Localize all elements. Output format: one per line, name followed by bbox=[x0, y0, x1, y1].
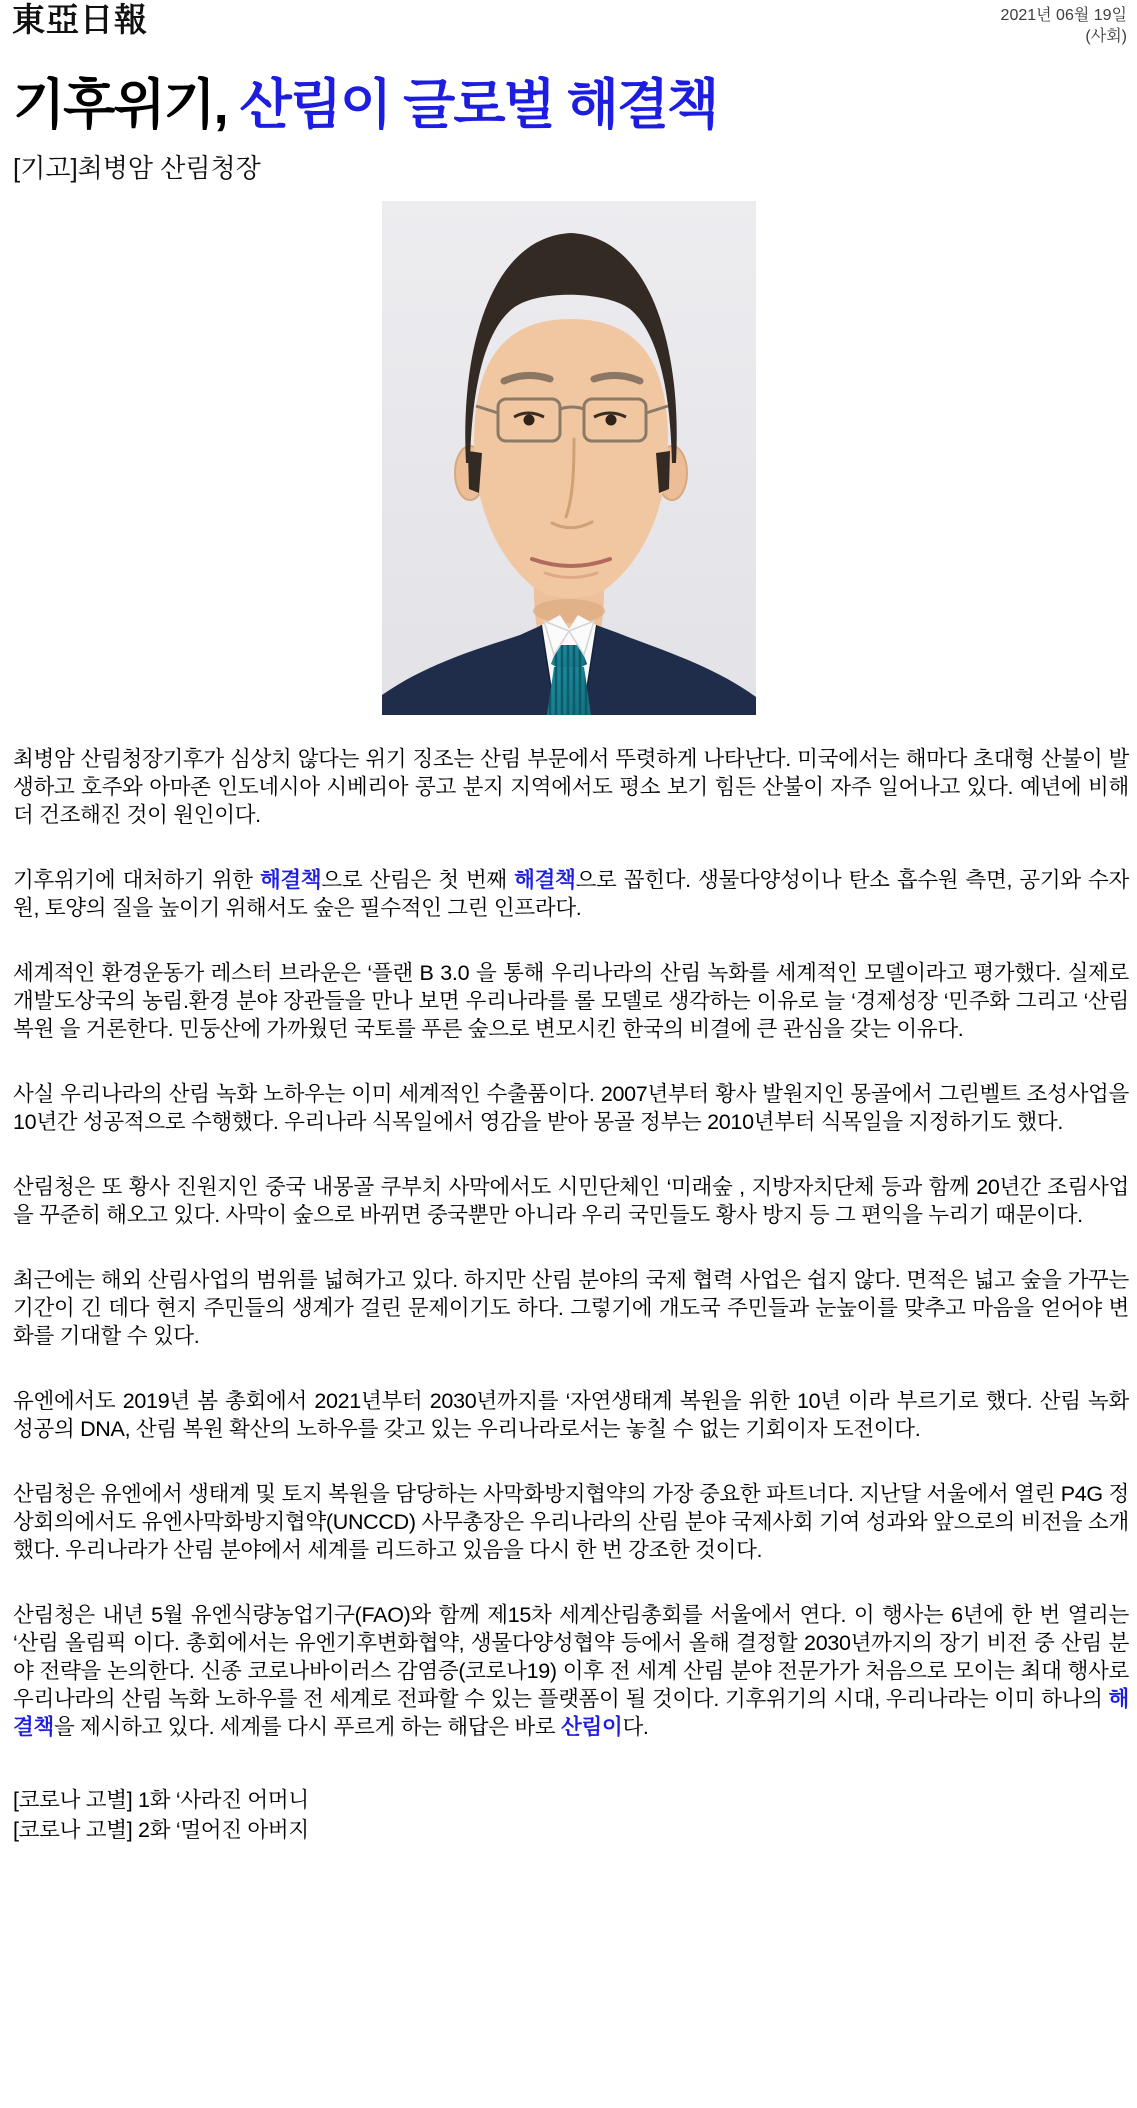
portrait-photo-svg bbox=[382, 201, 756, 715]
dateline bbox=[1001, 6, 1127, 48]
highlighted-term: 해결책 bbox=[259, 867, 322, 892]
text-segment: 으로 꼽힌다. 생물다양성이나 탄소 흡수원 측면, 공기와 수자원, 토양의 질을 높이기 위해서도 숲은 필수적인 그린 인프라다. bbox=[13, 867, 1129, 920]
publish-date: 2021년 06월 19일 bbox=[1000, 7, 1127, 24]
page-header bbox=[0, 0, 1137, 48]
article-paragraph bbox=[13, 1387, 1129, 1443]
byline: [기고]최병암 산림청장 bbox=[13, 152, 261, 183]
related-links bbox=[13, 1785, 1124, 1845]
text-segment: 기후위기, bbox=[13, 74, 227, 135]
title-segment-blue: 산림이 글로벌 해결책 bbox=[226, 74, 718, 135]
highlighted-term: 해결책 bbox=[13, 1686, 1129, 1739]
section-label: (사회) bbox=[1085, 27, 1127, 45]
article-paragraph bbox=[13, 959, 1129, 1043]
article-body bbox=[13, 745, 1129, 1741]
article-paragraph bbox=[13, 866, 1129, 922]
text-segment: 다. bbox=[622, 1714, 649, 1739]
article-paragraph bbox=[13, 1173, 1129, 1229]
text-segment: 을 제시하고 있다. 세계를 다시 푸르게 하는 해답은 바로 bbox=[53, 1714, 562, 1739]
text-segment: 산림청은 유엔에서 생태계 및 토지 복원을 담당하는 사막화방지협약의 가장 중요한 파트너다. 지난달 서울에서 열린 P4G 정상회의에서도 유엔사막화방지협약(UNCCD) 사무총장은 우리나라의 산림 분야 국제사회 기여 성과와 앞으로의 비전을 소개했다. 우리나라가 산림 분야에서 세계를 리드하고 있음을 다시 한 번 강조한 것이다. bbox=[13, 1481, 1129, 1562]
text-segment: 사실 우리나라의 산림 녹화 노하우는 이미 세계적인 수출품이다. 2007년부터 황사 발원지인 몽골에서 그린벨트 조성사업을 10년간 성공적으로 수행했다. 우리나라 식목일에서 영감을 받아 몽골 정부는 2010년부터 식목일을 지정하기도 했다. bbox=[13, 1081, 1129, 1134]
portrait-photo bbox=[382, 201, 756, 715]
related-article-link[interactable]: [코로나 고별] 1화 ‘사라진 어머니 bbox=[13, 1787, 309, 1812]
article-paragraph bbox=[13, 1480, 1129, 1564]
article-paragraph bbox=[13, 1266, 1129, 1350]
text-segment: 최근에는 해외 산림사업의 범위를 넓혀가고 있다. 하지만 산림 분야의 국제 협력 사업은 쉽지 않다. 면적은 넓고 숲을 가꾸는 기간이 긴 데다 현지 주민들의 생계가 걸린 문제이기도 하다. 그렇기에 개도국 주민들과 눈높이를 맞추고 마음을 얻어야 변화를 기대할 수 있다. bbox=[13, 1267, 1129, 1348]
text-segment: 기후위기에 대처하기 위한 bbox=[13, 867, 260, 892]
text-segment: 세계적인 환경운동가 레스터 브라운은 ‘플랜 B 3.0 을 통해 우리나라의 산림 녹화를 세계적인 모델이라고 평가했다. 실제로 개발도상국의 농림.환경 분야 장관들을 만나 보면 우리나라를 롤 모델로 생각하는 이유로 늘 ‘경제성장 ‘민주화 그리고 ‘산림 복원 을 거론한다. 민둥산에 가까웠던 국토를 푸른 숲으로 변모시킨 한국의 비결에 큰 관심을 갖는 이유다. bbox=[13, 960, 1129, 1041]
article-paragraph bbox=[13, 1601, 1129, 1741]
related-article-link[interactable]: [코로나 고별] 2화 ‘멀어진 아버지 bbox=[13, 1817, 309, 1842]
highlighted-term: 산림이 bbox=[561, 1714, 623, 1739]
article-paragraph bbox=[13, 745, 1129, 829]
text-segment: 유엔에서도 2019년 봄 총회에서 2021년부터 2030년까지를 ‘자연생태계 복원을 위한 10년 이라 부르기로 했다. 산림 녹화 성공의 DNA, 산림 복원 확산의 노하우를 갖고 있는 우리나라로서는 놓칠 수 없는 기회이자 도전이다. bbox=[13, 1388, 1129, 1441]
highlighted-term: 해결책 bbox=[514, 867, 576, 892]
text-segment: 산림청은 내년 5월 유엔식량농업기구(FAO)와 함께 제15차 세계산림총회를 서울에서 연다. 이 행사는 6년에 한 번 열리는 ‘산림 올림픽 이다. 총회에서는 유엔기후변화협약, 생물다양성협약 등에서 올해 결정할 2030년까지의 장기 비전 중 산림 분야 전략을 논의한다. 신종 코로나바이러스 감염증(코로나19) 이후 전 세계 산림 분야 전문가가 처음으로 모이는 최대 행사로 우리나라의 산림 녹화 노하우를 전 세계로 전파할 수 있는 플랫폼이 될 것이다. 기후위기의 시대, 우리나라는 이미 하나의 bbox=[13, 1602, 1129, 1711]
text-segment: 산림청은 또 황사 진원지인 중국 내몽골 쿠부치 사막에서도 시민단체인 ‘미래숲 , 지방자치단체 등과 함께 20년간 조림사업을 꾸준히 해오고 있다. 사막이 숲으로 바뀌면 중국뿐만 아니라 우리 국민들도 황사 방지 등 그 편익을 누리기 때문이다. bbox=[13, 1174, 1129, 1227]
masthead-logo: 東亞日報 bbox=[12, 3, 148, 39]
text-segment: 최병암 산림청장기후가 심상치 않다는 위기 징조는 산림 부문에서 뚜렷하게 나타난다. 미국에서는 해마다 초대형 산불이 발생하고 호주와 아마존 인도네시아 시베리아 콩고 분지 지역에서도 평소 보기 힘든 산불이 자주 일어나고 있다. 예년에 비해 더 건조해진 것이 원인이다. bbox=[13, 746, 1129, 827]
article-paragraph bbox=[13, 1080, 1129, 1136]
article-title bbox=[13, 74, 1125, 136]
text-segment: 으로 산림은 첫 번째 bbox=[321, 867, 515, 892]
chin-shadow bbox=[533, 599, 605, 623]
